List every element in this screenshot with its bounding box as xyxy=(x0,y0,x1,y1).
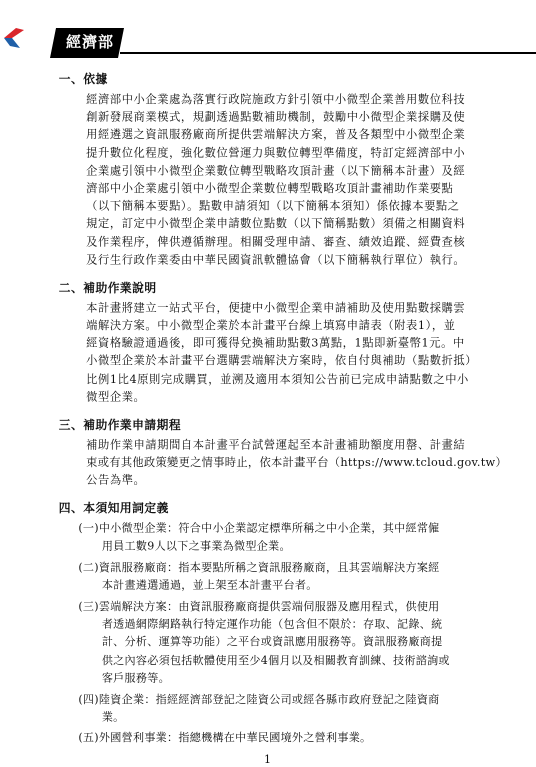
definition-line: 客戶服務等。 xyxy=(101,671,170,685)
paragraph-line: 企業處引領中小微型企業數位轉型戰略攻頂計畫（以下簡稱本計畫）及經 xyxy=(86,163,466,178)
paragraph-line: 經濟部中小企業處為落實行政院施政方針引領中小微型企業善用數位科技 xyxy=(86,92,466,106)
definition-line: 業。 xyxy=(101,710,125,724)
definition-line: 本計畫遴選通過，並上架至本計畫平台者。 xyxy=(101,578,318,592)
paragraph-line: 提升數位化程度，強化數位營運力與數位轉型準備度，特訂定經濟部中小 xyxy=(86,145,466,160)
paragraph-line: 補助作業申請期間自本計畫平台試營運起至本計畫補助額度用罄、計畫結 xyxy=(86,437,466,452)
definition-line: 用員工數9人以下之事業為微型企業。 xyxy=(101,539,291,553)
ministry-label: 經濟部 xyxy=(66,33,115,51)
paragraph-line: 端解決方案。中小微型企業於本計畫平台線上填寫申請表（附表1），並 xyxy=(86,318,456,332)
definition-line: 計、分析、運算等功能）之平台或資訊應用服務等。資訊服務廠商提 xyxy=(101,635,443,649)
section-heading-basis: 一、依據 xyxy=(58,72,108,87)
definition-line: (三)雲端解決方案：由資訊服務廠商提供雲端伺服器及應用程式，供使用 xyxy=(78,600,440,613)
paragraph-line: 比例1比4原則完成購買，並溯及適用本須知公告前已完成申請點數之中小 xyxy=(86,371,469,386)
page-number: 1 xyxy=(264,753,271,766)
paragraph-line: 及行生行政作業委由中華民國資訊軟體協會（以下簡稱執行單位）執行。 xyxy=(86,252,466,267)
paragraph-line: 本計畫將建立一站式平台，便捷中小微型企業申請補助及使用點數採購雲 xyxy=(86,300,466,315)
section-heading-definitions: 四、本須知用詞定義 xyxy=(58,501,169,516)
section-heading-schedule: 三、補助作業申請期程 xyxy=(58,417,182,432)
paragraph-line: 小微型企業於本計畫平台選購雲端解決方案時，依自付與補助（點數折抵） xyxy=(86,353,478,368)
paragraph-line: 創新發展商業模式，規劃透過點數補助機制，鼓勵中小微型企業採購及使 xyxy=(86,109,466,124)
definition-line: (一)中小微型企業：符合中小企業認定標準所稱之中小企業，其中經常僱 xyxy=(78,522,440,535)
definition-line: (五)外國營利事業：指總機構在中華民國境外之營利事業。 xyxy=(78,731,372,745)
definition-line: 供之內容必須包括軟體使用至少4個月以及相關教育訓練、技術諮詢或 xyxy=(101,653,450,667)
paragraph-line: 規定，訂定中小微型企業申請數位點數（以下簡稱點數）須備之相關資料 xyxy=(86,216,466,231)
definition-line: (四)陸資企業：指經經濟部登記之陸資公司或經各縣市政府登記之陸資商 xyxy=(78,692,440,706)
paragraph-line: 經資格驗證通過後，即可獲得兌換補助點數3萬點，1點即新臺幣1元。中 xyxy=(86,336,465,350)
paragraph-line: （以下簡稱本要點）。點數申請須知（以下簡稱本須知）係依據本要點之 xyxy=(86,198,460,213)
paragraph-line: 及作業程序，俾供遵循辦理。相關受理申請、審查、績效追蹤、經費查核 xyxy=(86,234,466,249)
paragraph-line: 濟部中小企業處引領中小微型企業數位轉型戰略攻頂計畫補助作業要點 xyxy=(86,181,454,195)
definition-line: 者透過網際網路執行特定運作功能（包含但不限於：存取、記錄、統 xyxy=(101,617,443,631)
section-heading-subsidy: 二、補助作業說明 xyxy=(58,280,157,295)
definition-line: (二)資訊服務廠商：指本要點所稱之資訊服務廠商，且其雲端解決方案經 xyxy=(78,561,440,574)
paragraph-line: 公告為準。 xyxy=(86,473,146,487)
paragraph-line: 用經遴選之資訊服務廠商所提供雲端解決方案，普及各類型中小微型企業 xyxy=(86,127,466,142)
paragraph-line: 微型企業。 xyxy=(86,389,146,404)
paragraph-line: 束或有其他政策變更之情事時止，依本計畫平台（https://www.tcloud.gov.tw） xyxy=(86,455,508,469)
